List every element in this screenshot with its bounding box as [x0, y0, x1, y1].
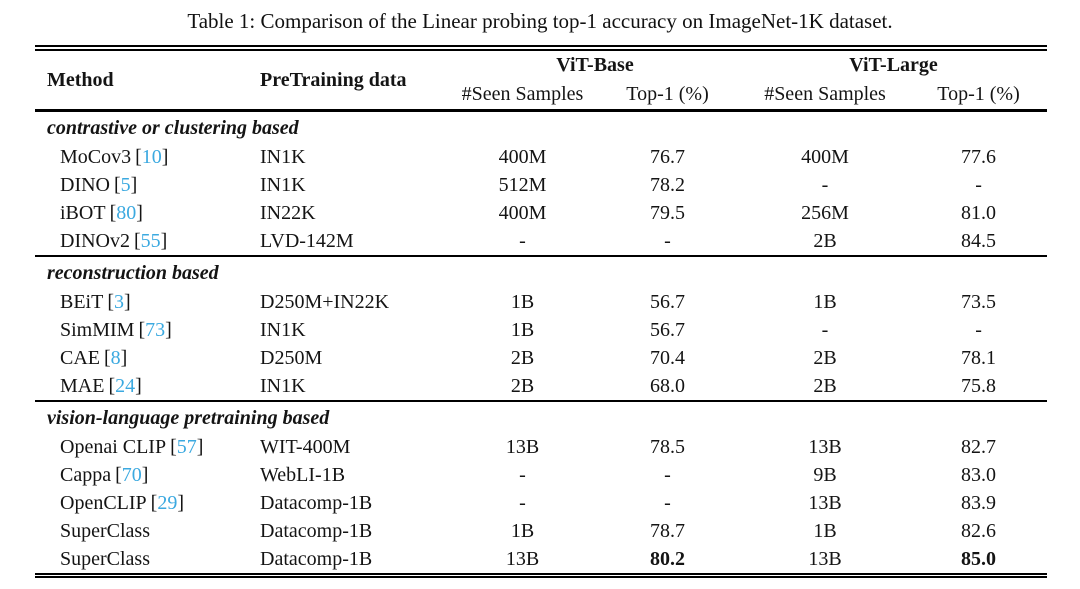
citation-ref[interactable]: 73 — [145, 319, 166, 342]
large-seen-samples-cell: - — [821, 174, 829, 197]
citation-bracket-open: [ — [104, 347, 111, 370]
base-seen-samples-cell: 2B — [510, 375, 535, 398]
method-name: DINO — [60, 174, 110, 197]
large-seen-samples-cell: 1B — [813, 291, 837, 314]
header-row-groups — [35, 48, 1047, 78]
table-row — [35, 344, 1047, 372]
table-row — [35, 517, 1047, 545]
large-top1-cell: 83.9 — [961, 492, 997, 515]
base-seen-samples-cell: - — [519, 464, 526, 487]
pretraining-cell: WebLI-1B — [260, 464, 346, 487]
table-caption: Table 1: Comparison of the Linear probing top-1 accuracy on ImageNet-1K dataset. — [187, 9, 893, 33]
base-top1-cell: 56.7 — [650, 319, 685, 342]
large-top1-cell: 75.8 — [961, 375, 997, 398]
citation-bracket-close: ] — [177, 492, 185, 515]
base-seen-samples-cell: 1B — [510, 520, 535, 543]
citation-ref[interactable]: 3 — [114, 291, 125, 314]
pretraining-cell: IN1K — [260, 319, 306, 342]
citation-bracket-open: [ — [150, 492, 158, 515]
results-table — [35, 45, 1047, 578]
citation-bracket-close: ] — [160, 230, 168, 253]
pretraining-cell: Datacomp-1B — [260, 492, 373, 515]
large-seen-samples-cell: 2B — [813, 230, 837, 253]
table-row — [35, 372, 1047, 401]
pretraining-cell: Datacomp-1B — [260, 520, 373, 543]
method-cell — [35, 288, 255, 316]
method-cell — [35, 545, 255, 576]
large-top1-cell: 82.7 — [961, 436, 997, 459]
citation-ref[interactable]: 57 — [176, 436, 197, 459]
large-top1-cell: 85.0 — [961, 548, 997, 571]
large-top1-cell: 77.6 — [961, 146, 997, 169]
table-row — [35, 489, 1047, 517]
method-name: CAE — [60, 347, 100, 370]
column-group-vit-large: ViT-Large — [849, 53, 938, 76]
base-seen-samples-cell: 512M — [498, 174, 547, 197]
large-seen-samples-cell: - — [821, 319, 829, 342]
base-seen-samples-cell: 400M — [498, 202, 547, 225]
citation-bracket-close: ] — [196, 436, 204, 459]
citation-bracket-close: ] — [141, 464, 149, 487]
large-seen-samples-cell: 256M — [801, 202, 849, 225]
base-top1-cell: - — [664, 464, 671, 487]
base-top1-cell: - — [664, 230, 671, 253]
pretraining-cell: D250M — [260, 347, 323, 370]
large-top1-cell: 84.5 — [961, 230, 997, 253]
large-seen-samples-cell: 1B — [813, 520, 837, 543]
column-header-large-seen-samples: #Seen Samples — [764, 82, 886, 105]
citation-ref[interactable]: 10 — [141, 146, 162, 169]
table-row — [35, 316, 1047, 344]
method-cell — [35, 489, 255, 517]
citation-bracket-open: [ — [114, 174, 121, 197]
method-cell — [35, 517, 255, 545]
section-header-row — [35, 256, 1047, 288]
citation-ref[interactable]: 80 — [116, 202, 137, 225]
section-label: reconstruction based — [35, 256, 1047, 288]
method-cell — [35, 227, 255, 256]
citation-bracket-close: ] — [161, 146, 169, 169]
pretraining-cell: IN1K — [260, 375, 306, 398]
column-header-large-top1: Top-1 (%) — [937, 82, 1020, 105]
method-cell — [35, 171, 255, 199]
large-top1-cell: 78.1 — [961, 347, 997, 370]
citation-ref[interactable]: 29 — [157, 492, 178, 515]
table-row — [35, 171, 1047, 199]
method-name: Openai CLIP — [60, 436, 167, 459]
citation-bracket-open: [ — [138, 319, 146, 342]
large-top1-cell: - — [975, 174, 982, 197]
table-row — [35, 227, 1047, 256]
citation-bracket-open: [ — [170, 436, 177, 459]
large-top1-cell: 83.0 — [961, 464, 997, 487]
base-seen-samples-cell: 13B — [505, 548, 540, 571]
column-header-method: Method — [47, 69, 114, 92]
large-seen-samples-cell: 13B — [808, 492, 842, 515]
method-cell — [35, 143, 255, 171]
section-header-row — [35, 401, 1047, 433]
base-seen-samples-cell: 13B — [505, 436, 540, 459]
citation-ref[interactable]: 55 — [140, 230, 161, 253]
method-name: MoCov3 — [60, 146, 132, 169]
base-top1-cell: 76.7 — [650, 146, 685, 169]
pretraining-cell: IN1K — [260, 174, 306, 197]
citation-bracket-close: ] — [135, 375, 142, 398]
base-top1-cell: 78.5 — [650, 436, 685, 459]
method-name: Cappa — [60, 464, 112, 487]
citation-bracket-close: ] — [120, 347, 128, 370]
column-header-pretraining: PreTraining data — [260, 69, 407, 92]
column-header-base-top1: Top-1 (%) — [626, 82, 709, 105]
method-cell — [35, 372, 255, 401]
method-name: OpenCLIP — [60, 492, 147, 515]
column-header-base-seen-samples: #Seen Samples — [461, 82, 584, 105]
base-top1-cell: 68.0 — [650, 375, 685, 398]
citation-bracket-open: [ — [134, 230, 141, 253]
method-cell — [35, 461, 255, 489]
table-row — [35, 199, 1047, 227]
method-name: SimMIM — [60, 319, 135, 342]
base-seen-samples-cell: 1B — [510, 319, 535, 342]
citation-ref[interactable]: 70 — [121, 464, 142, 487]
citation-bracket-open: [ — [107, 291, 115, 314]
method-name: SuperClass — [60, 520, 150, 543]
base-top1-cell: 78.7 — [650, 520, 685, 543]
pretraining-cell: LVD-142M — [260, 230, 354, 253]
section-label: contrastive or clustering based — [35, 111, 1047, 144]
pretraining-cell: IN22K — [260, 202, 316, 225]
table-body — [35, 111, 1047, 576]
citation-bracket-open: [ — [109, 202, 117, 225]
citation-bracket-open: [ — [108, 375, 116, 398]
citation-ref[interactable]: 24 — [115, 375, 136, 398]
citation-bracket-close: ] — [136, 202, 143, 225]
citation-bracket-close: ] — [130, 174, 138, 197]
method-name: MAE — [60, 375, 105, 398]
pretraining-cell: Datacomp-1B — [260, 548, 373, 571]
large-top1-cell: 82.6 — [961, 520, 997, 543]
pretraining-cell: WIT-400M — [260, 436, 351, 459]
citation-ref[interactable]: 5 — [120, 174, 131, 197]
method-cell — [35, 344, 255, 372]
citation-bracket-close: ] — [165, 319, 172, 342]
section-label: vision-language pretraining based — [35, 401, 1047, 433]
method-name: iBOT — [60, 202, 106, 225]
large-seen-samples-cell: 2B — [813, 375, 837, 398]
method-name: BEiT — [60, 291, 104, 314]
method-name: DINOv2 — [60, 230, 130, 253]
base-seen-samples-cell: - — [519, 492, 526, 515]
table-header — [35, 48, 1047, 111]
method-cell — [35, 316, 255, 344]
large-seen-samples-cell: 13B — [808, 548, 842, 571]
pretraining-cell: D250M+IN22K — [260, 291, 390, 314]
base-seen-samples-cell: - — [519, 230, 526, 253]
table-row — [35, 143, 1047, 171]
table-row — [35, 545, 1047, 576]
method-name: SuperClass — [60, 548, 150, 571]
citation-bracket-open: [ — [135, 146, 142, 169]
large-seen-samples-cell: 13B — [808, 436, 842, 459]
section-header-row — [35, 111, 1047, 144]
base-top1-cell: 80.2 — [650, 548, 685, 571]
table-row — [35, 288, 1047, 316]
large-top1-cell: - — [975, 319, 982, 342]
base-top1-cell: 56.7 — [650, 291, 685, 314]
base-top1-cell: 70.4 — [650, 347, 685, 370]
base-top1-cell: - — [664, 492, 671, 515]
column-group-vit-base: ViT-Base — [556, 53, 634, 76]
table-row — [35, 433, 1047, 461]
base-top1-cell: 79.5 — [650, 202, 685, 225]
method-cell — [35, 199, 255, 227]
base-seen-samples-cell: 1B — [510, 291, 535, 314]
citation-bracket-open: [ — [115, 464, 122, 487]
citation-bracket-close: ] — [124, 291, 131, 314]
base-seen-samples-cell: 2B — [510, 347, 535, 370]
large-top1-cell: 73.5 — [961, 291, 997, 314]
pretraining-cell: IN1K — [260, 146, 306, 169]
table-row — [35, 461, 1047, 489]
large-seen-samples-cell: 2B — [813, 347, 837, 370]
base-seen-samples-cell: 400M — [498, 146, 547, 169]
citation-ref[interactable]: 8 — [110, 347, 121, 370]
large-top1-cell: 81.0 — [961, 202, 997, 225]
large-seen-samples-cell: 400M — [801, 146, 849, 169]
method-cell — [35, 433, 255, 461]
base-top1-cell: 78.2 — [650, 174, 685, 197]
large-seen-samples-cell: 9B — [813, 464, 837, 487]
